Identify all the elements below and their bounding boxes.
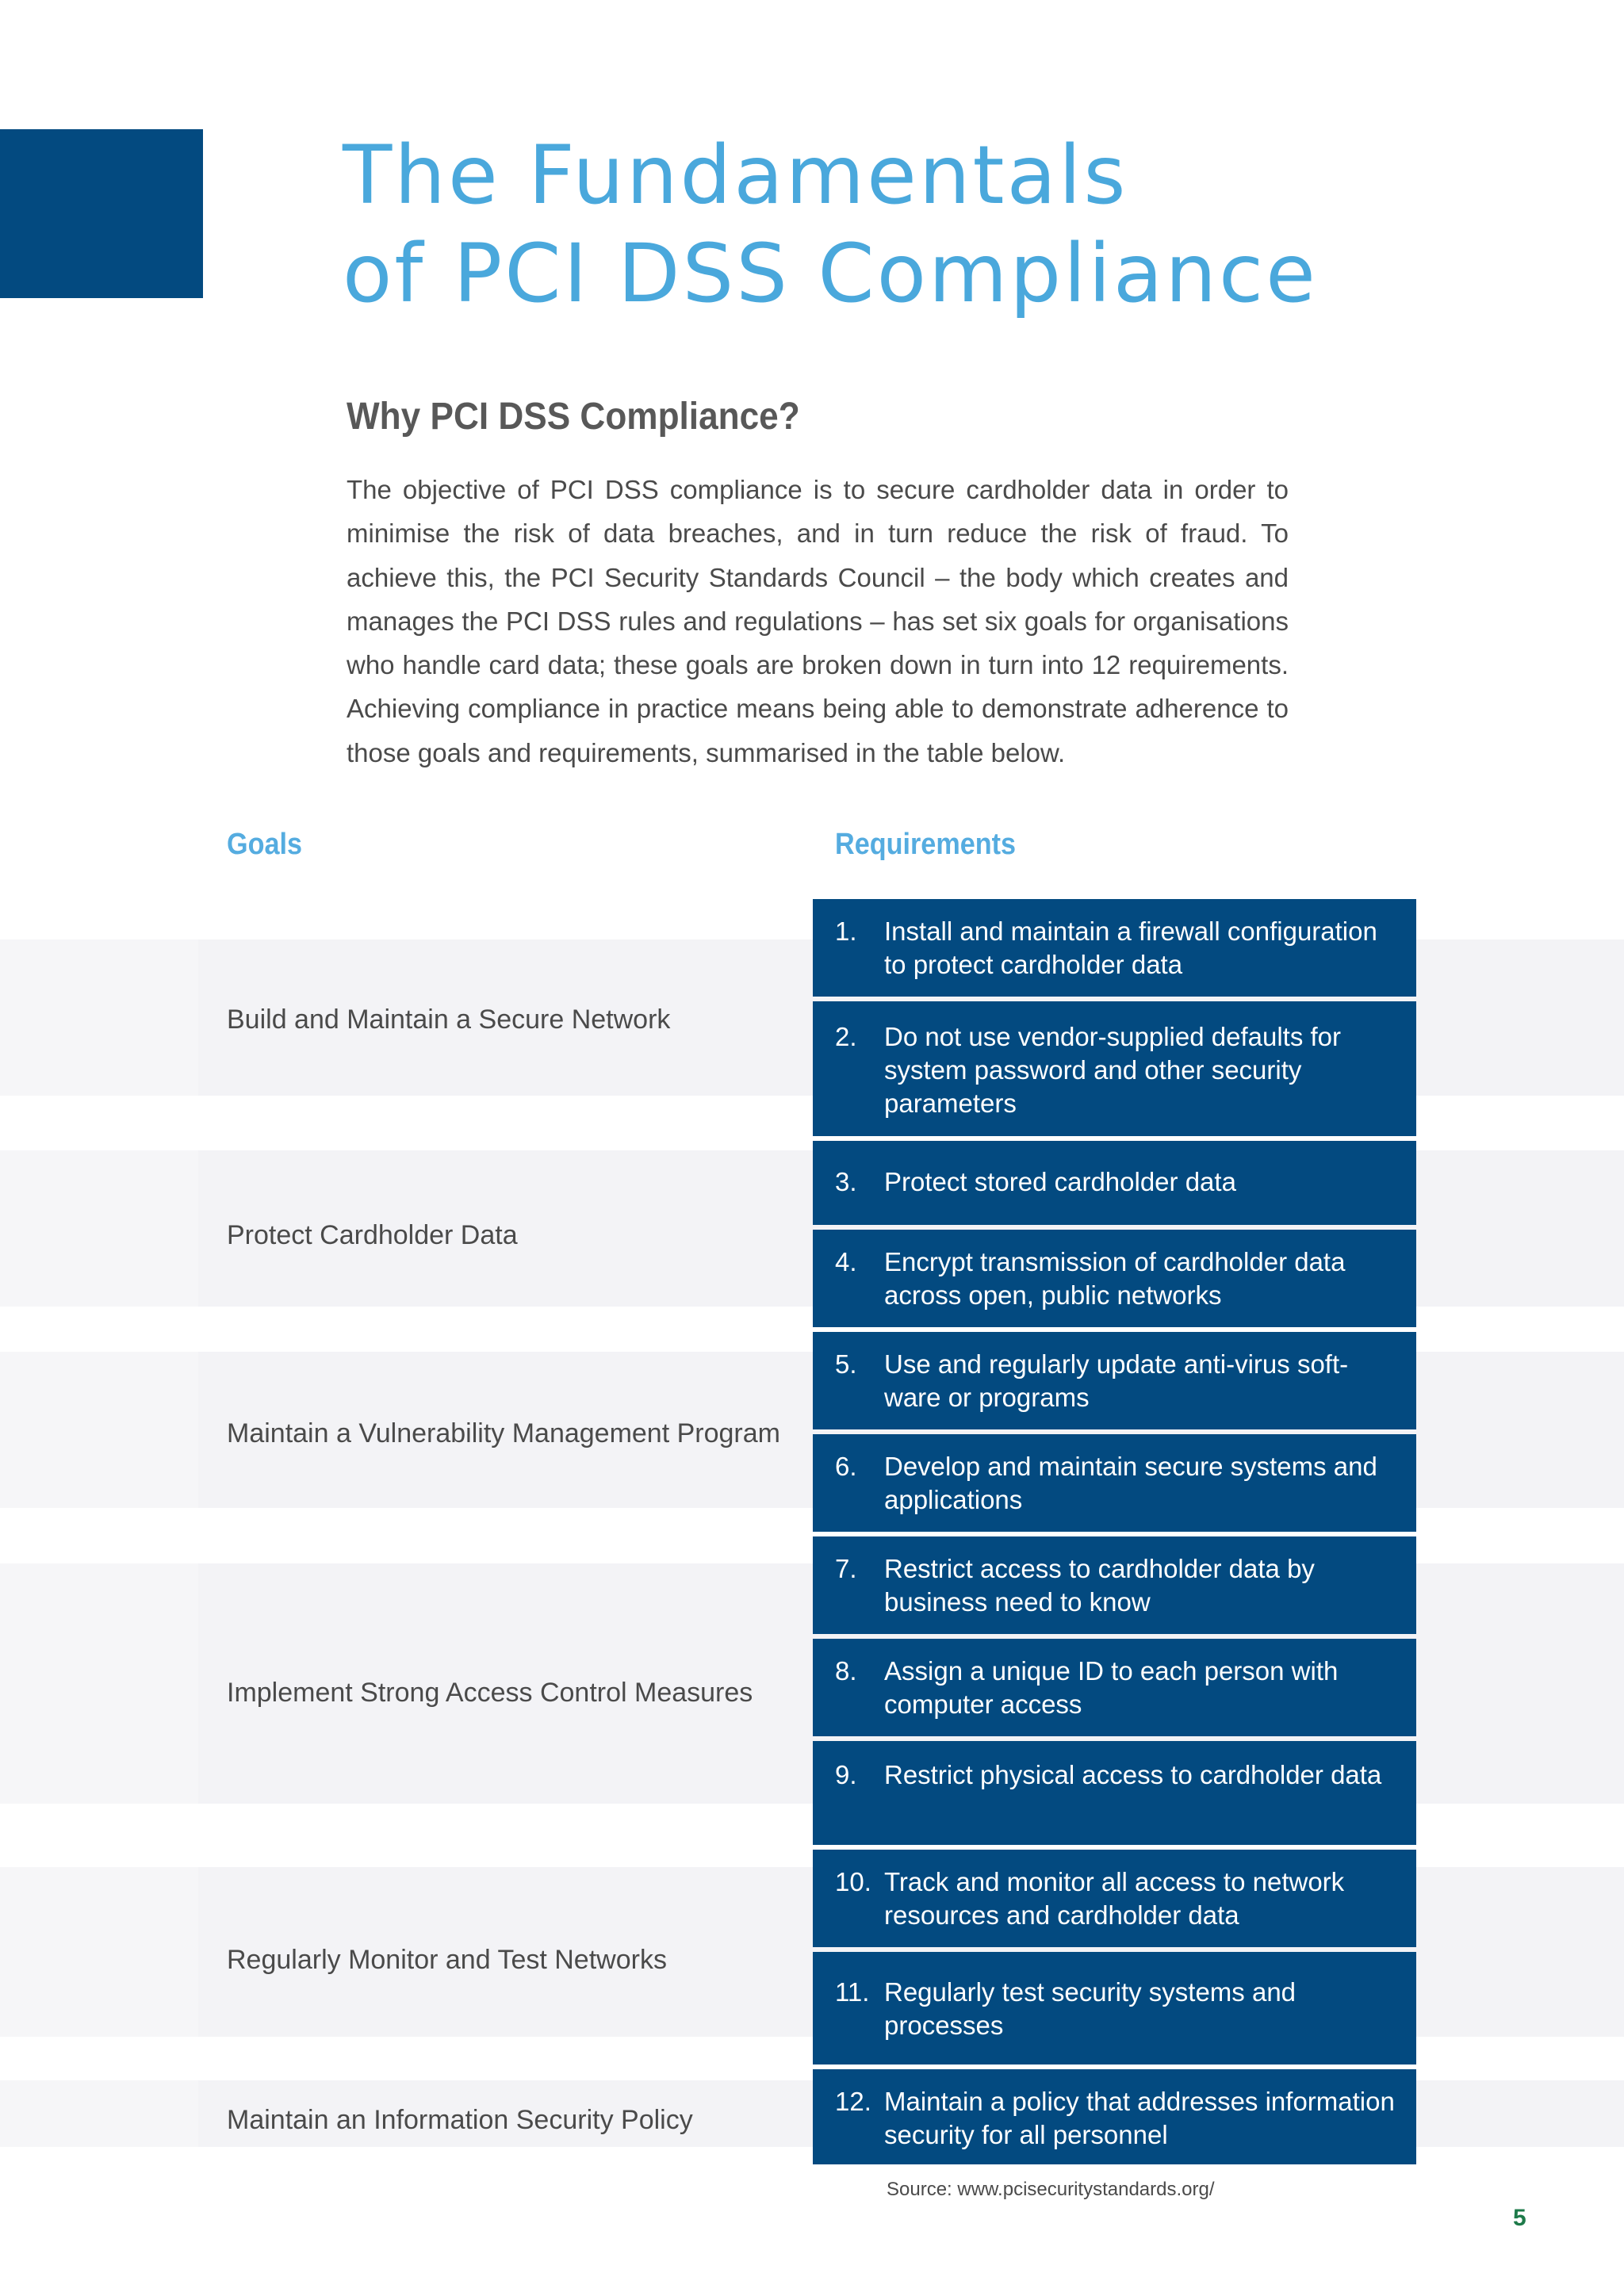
requirement-number: 6. xyxy=(835,1452,857,1481)
source-note: Source: www.pcisecuritystandards.org/ xyxy=(887,2179,1215,2200)
requirement-text: Install and maintain a firewall configuration to protect cardholder data xyxy=(884,916,1377,979)
requirement-text: Develop and maintain secure systems and applications xyxy=(884,1452,1377,1514)
page-title-line-2: of PCI DSS Compliance xyxy=(343,227,1318,321)
page-number: 5 xyxy=(1513,2205,1526,2231)
goal-label: Protect Cardholder Data xyxy=(227,1220,518,1250)
corner-accent-block xyxy=(0,129,203,298)
requirement-number: 9. xyxy=(835,1760,857,1789)
requirement-item xyxy=(813,1850,1416,1947)
requirement-number: 12. xyxy=(835,2087,871,2116)
goal-label: Maintain a Vulnerability Management Program xyxy=(227,1418,780,1448)
requirement-item xyxy=(813,1639,1416,1736)
requirement-text: Track and monitor all access to network resources and cardholder data xyxy=(884,1867,1345,1930)
requirement-number: 8. xyxy=(835,1656,857,1686)
section-heading: Why PCI DSS Compliance? xyxy=(347,396,800,438)
goal-label: Maintain an Information Security Policy xyxy=(227,2105,693,2135)
requirement-item xyxy=(813,899,1416,997)
requirement-number: 7. xyxy=(835,1554,857,1583)
requirement-text: Do not use vendor-supplied defaults for system password and other security parameters xyxy=(884,1022,1342,1118)
requirement-item xyxy=(813,1332,1416,1429)
requirement-item xyxy=(813,1741,1416,1845)
requirement-number: 11. xyxy=(835,1977,870,2007)
requirement-item xyxy=(813,1230,1416,1327)
requirement-number: 5. xyxy=(835,1349,857,1379)
requirement-text: Assign a unique ID to each person with computer access xyxy=(884,1656,1339,1719)
requirement-item xyxy=(813,1141,1416,1225)
requirement-item xyxy=(813,2069,1416,2164)
requirement-text: Restrict access to cardholder data by business need to know xyxy=(884,1554,1315,1617)
requirement-number: 10. xyxy=(835,1867,871,1896)
requirement-number: 4. xyxy=(835,1247,857,1276)
requirement-text: Use and regularly update anti-virus soft-ware or programs xyxy=(884,1349,1349,1412)
requirement-number: 2. xyxy=(835,1022,857,1051)
requirements-column-header: Requirements xyxy=(835,828,1017,861)
goal-label: Implement Strong Access Control Measures xyxy=(227,1678,753,1708)
intro-paragraph: The objective of PCI DSS compliance is to secure cardholder data in order to minimise the risk of data breaches, and in turn reduce the risk of fraud. To achieve this, the PCI Security Standards Council – the body which creates and manages the PCI DSS rules and regulations – has set six goals for organisations who handle card data; these goals are broken down in turn into 12 requirements. Achieving compliance in practice means being able to demonstrate adherence to those goals and requirements, summarised in the table below. xyxy=(347,475,1289,767)
requirement-text: Regularly test security systems and processes xyxy=(884,1977,1297,2040)
page-title-line-1: The Fundamentals xyxy=(343,128,1128,223)
goal-label: Regularly Monitor and Test Networks xyxy=(227,1945,667,1975)
requirement-number: 3. xyxy=(835,1167,857,1196)
requirement-item xyxy=(813,1434,1416,1532)
requirement-item xyxy=(813,1001,1416,1136)
requirement-item xyxy=(813,1952,1416,2064)
requirement-number: 1. xyxy=(835,916,857,946)
page-title xyxy=(343,127,1318,323)
requirement-text: Maintain a policy that addresses information security for all personnel xyxy=(884,2087,1395,2149)
goals-column-header: Goals xyxy=(227,828,303,861)
goal-label: Build and Maintain a Secure Network xyxy=(227,1004,671,1035)
requirement-text: Restrict physical access to cardholder data xyxy=(884,1760,1382,1789)
requirement-text: Encrypt transmission of cardholder data across open, public networks xyxy=(884,1247,1346,1310)
requirement-item xyxy=(813,1536,1416,1634)
requirement-text: Protect stored cardholder data xyxy=(884,1167,1236,1196)
